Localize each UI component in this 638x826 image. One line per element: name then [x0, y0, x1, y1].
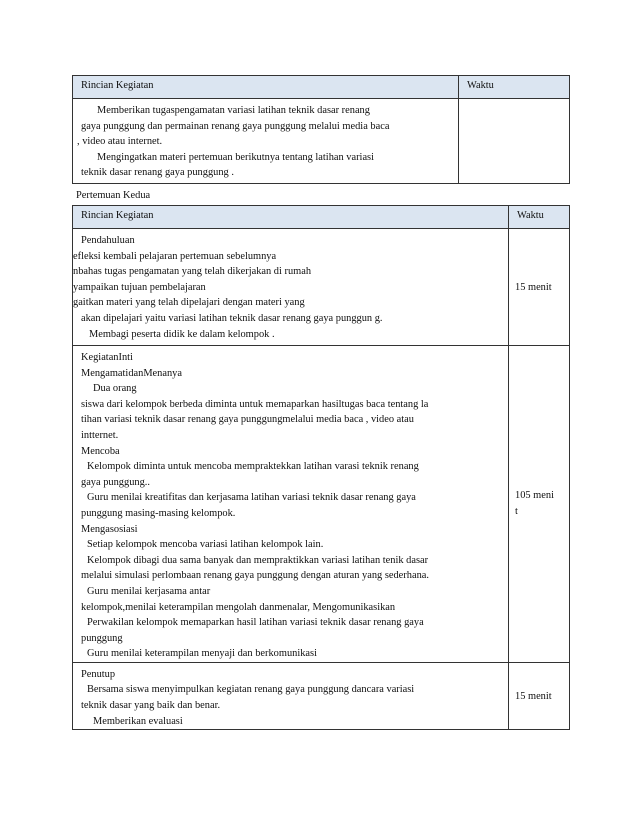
text-line: Kelompok diminta untuk mencoba mempraktekkan latihan varasi teknik renang — [87, 461, 419, 473]
time-cell — [459, 99, 570, 184]
text-line: gaitkan materi yang telah dipelajari dengan materi yang — [73, 297, 305, 309]
text-line: Guru menilai kerjasama antar — [87, 585, 211, 597]
text-line: melalui simulasi perlombaan renang gaya punggung dengan aturan yang sederhana. — [81, 570, 429, 582]
text-line: tihan variasi teknik dasar renang gaya punggungmelalui media baca , video atau — [81, 414, 414, 426]
activity-table-1 — [72, 75, 570, 184]
text-line: yampaikan tujuan pembelajaran — [73, 281, 206, 293]
time-cell-core — [509, 346, 570, 663]
time-cell-opening: 15 menit — [509, 229, 570, 346]
text-line: Memberikan tugaspengamatan variasi latihan teknik dasar renang — [97, 105, 370, 116]
activity-table-2 — [72, 205, 570, 730]
text-line: Penutup — [81, 668, 116, 680]
activity-cell — [73, 99, 459, 184]
text-line: Mengingatkan materi pertemuan berikutnya tentang latihan variasi — [97, 151, 374, 163]
text-line: Guru menilai keterampilan menyaji dan berkomunikasi — [87, 648, 317, 660]
text-line: punggung — [81, 632, 123, 644]
text-line: intternet. — [81, 429, 119, 441]
text-line: gaya punggung dan permainan renang gaya punggung melalui media baca — [81, 120, 390, 132]
text-line: , video atau internet. — [77, 136, 163, 148]
text-line: Bersama siswa menyimpulkan kegiatan renang gaya punggung dancara variasi — [87, 684, 415, 696]
text-line: Membagi peserta didik ke dalam kelompok . — [89, 328, 275, 340]
text-line: Dua orang — [93, 383, 137, 395]
text-line: Perwakilan kelompok memaparkan hasil latihan variasi teknik dasar renang gaya — [87, 617, 424, 629]
activity-cell-closing — [73, 662, 509, 729]
activity-cell-core — [73, 346, 509, 663]
header-time: Waktu — [509, 206, 570, 229]
activity-cell-opening — [73, 229, 509, 346]
text-line: Kelompok dibagi dua sama banyak dan mempraktikkan variasi latihan tenik dasar — [87, 554, 429, 566]
text-line: Setiap kelompok mencoba variasi latihan kelompok lain. — [87, 539, 324, 551]
time-cell-closing: 15 menit — [509, 662, 570, 729]
text-line: Memberikan evaluasi — [93, 715, 183, 727]
text-line: Mencoba — [81, 445, 120, 457]
header-time: Waktu — [459, 76, 570, 99]
time-value: 105 meni t — [515, 490, 554, 517]
text-line: siswa dari kelompok berbeda diminta untuk memaparkan hasiltugas baca tentang la — [81, 398, 429, 410]
text-line: Pendahuluan — [81, 235, 135, 246]
text-line: nbahas tugas pengamatan yang telah dikerjakan di rumah — [73, 266, 312, 278]
text-line: efleksi kembali pelajaran pertemuan sebelumnya — [73, 250, 277, 262]
section-caption: Pertemuan Kedua — [76, 190, 151, 201]
text-line: punggung masing-masing kelompok. — [81, 507, 236, 519]
text-line: KegiatanInti — [81, 352, 133, 363]
header-activity: Rincian Kegiatan — [73, 76, 459, 99]
text-line: Guru menilai kreatifitas dan kerjasama latihan variasi teknik dasar renang gaya — [87, 492, 416, 504]
text-line: kelompok,menilai keterampilan mengolah danmenalar, Mengomunikasikan — [81, 601, 396, 613]
text-line: teknik dasar renang gaya punggung . — [81, 167, 234, 179]
text-line: akan dipelajari yaitu variasi latihan teknik dasar renang gaya punggun g. — [81, 312, 383, 324]
header-activity: Rincian Kegiatan — [73, 206, 509, 229]
text-line: teknik dasar yang baik dan benar. — [81, 700, 221, 712]
text-line: Mengasosiasi — [81, 523, 138, 535]
text-line: gaya punggung.. — [81, 476, 150, 488]
text-line: MengamatidanMenanya — [81, 367, 182, 379]
